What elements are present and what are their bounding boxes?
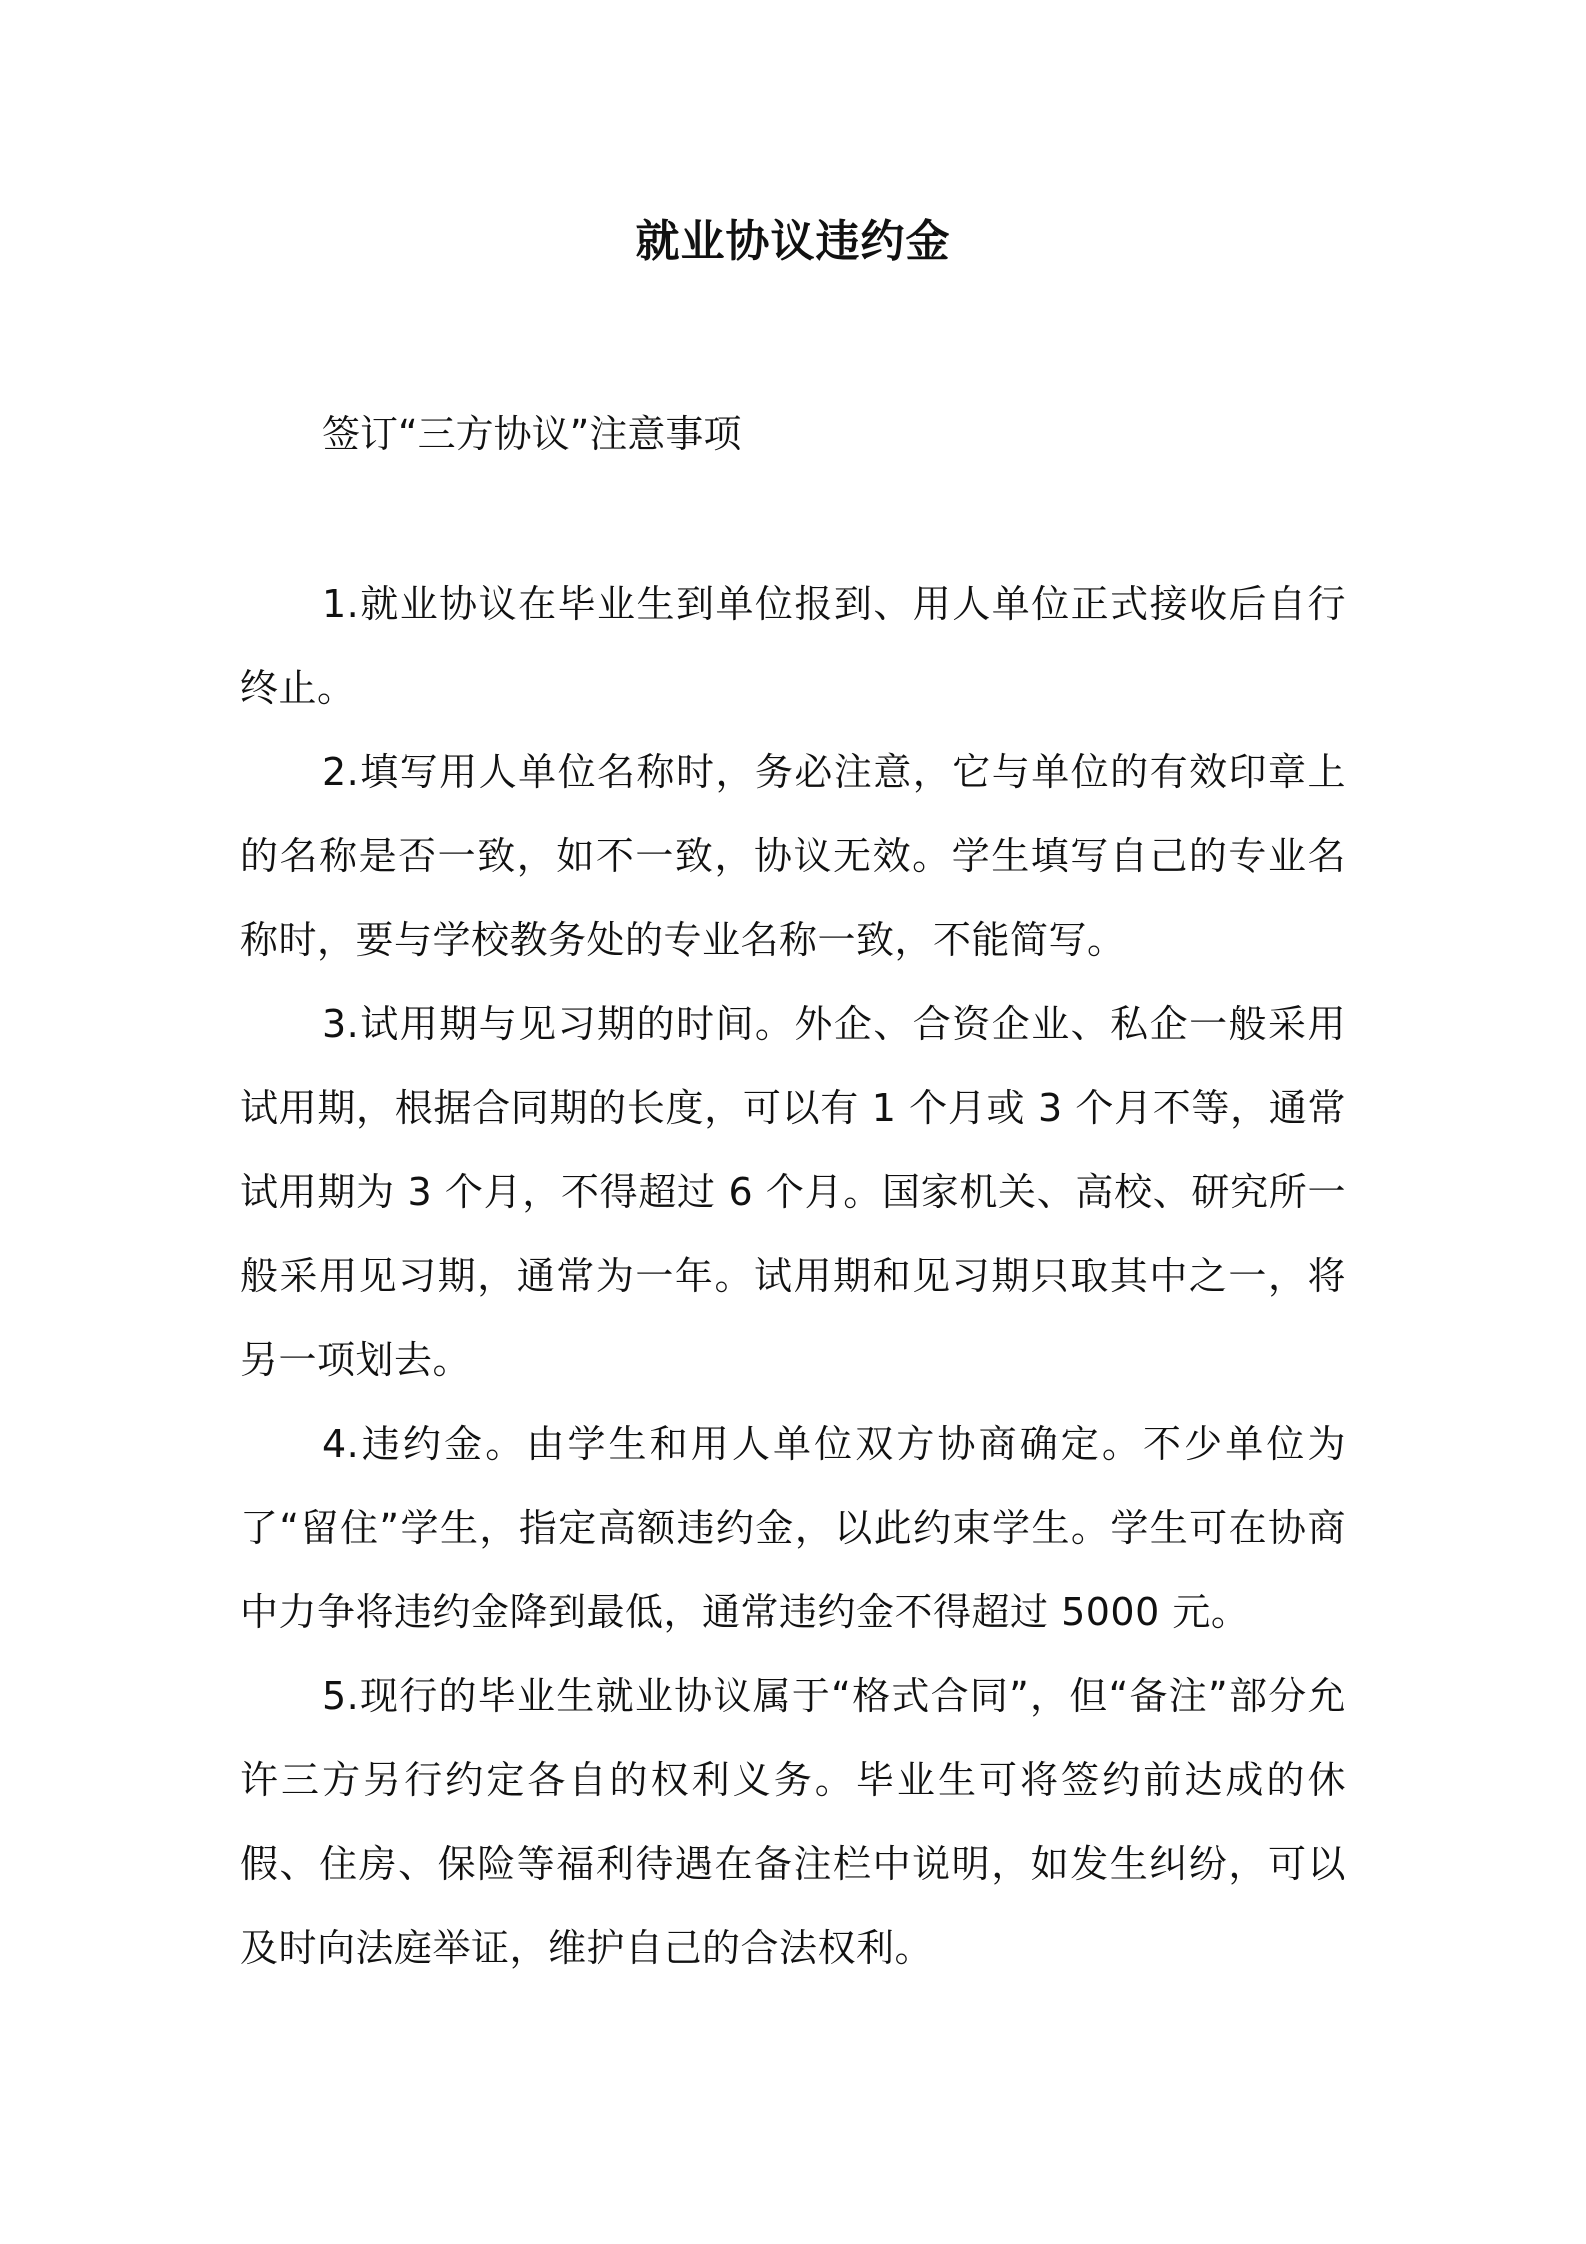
paragraph-5: 5.现行的毕业生就业协议属于“格式合同”，但“备注”部分允许三方另行约定各自的权利义务。毕业生可将签约前达成的休假、住房、保险等福利待遇在备注栏中说明，如发生纠纷，可以及时向法庭举证，维护自己的合法权利。 bbox=[240, 1674, 1346, 1970]
paragraph-2: 2.填写用人单位名称时，务必注意，它与单位的有效印章上的名称是否一致，如不一致，协议无效。学生填写自己的专业名称时，要与学校教务处的专业名称一致，不能简写。 bbox=[240, 750, 1346, 962]
document-subtitle: 签订“三方协议”注意事项 bbox=[322, 412, 742, 456]
document-body bbox=[240, 562, 1346, 1990]
document-title: 就业协议违约金 bbox=[635, 216, 951, 267]
paragraph-3: 3.试用期与见习期的时间。外企、合资企业、私企一般采用试用期，根据合同期的长度，可以有 1 个月或 3 个月不等，通常试用期为 3 个月，不得超过 6 个月。国家机关、高校、研究所一般采用见习期，通常为一年。试用期和见习期只取其中之一，将另一项划去。 bbox=[240, 1002, 1346, 1382]
paragraph-4: 4.违约金。由学生和用人单位双方协商确定。不少单位为了“留住”学生，指定高额违约金，以此约束学生。学生可在协商中力争将违约金降到最低，通常违约金不得超过 5000 元。 bbox=[240, 1422, 1346, 1634]
paragraph-1: 1.就业协议在毕业生到单位报到、用人单位正式接收后自行终止。 bbox=[240, 582, 1346, 710]
